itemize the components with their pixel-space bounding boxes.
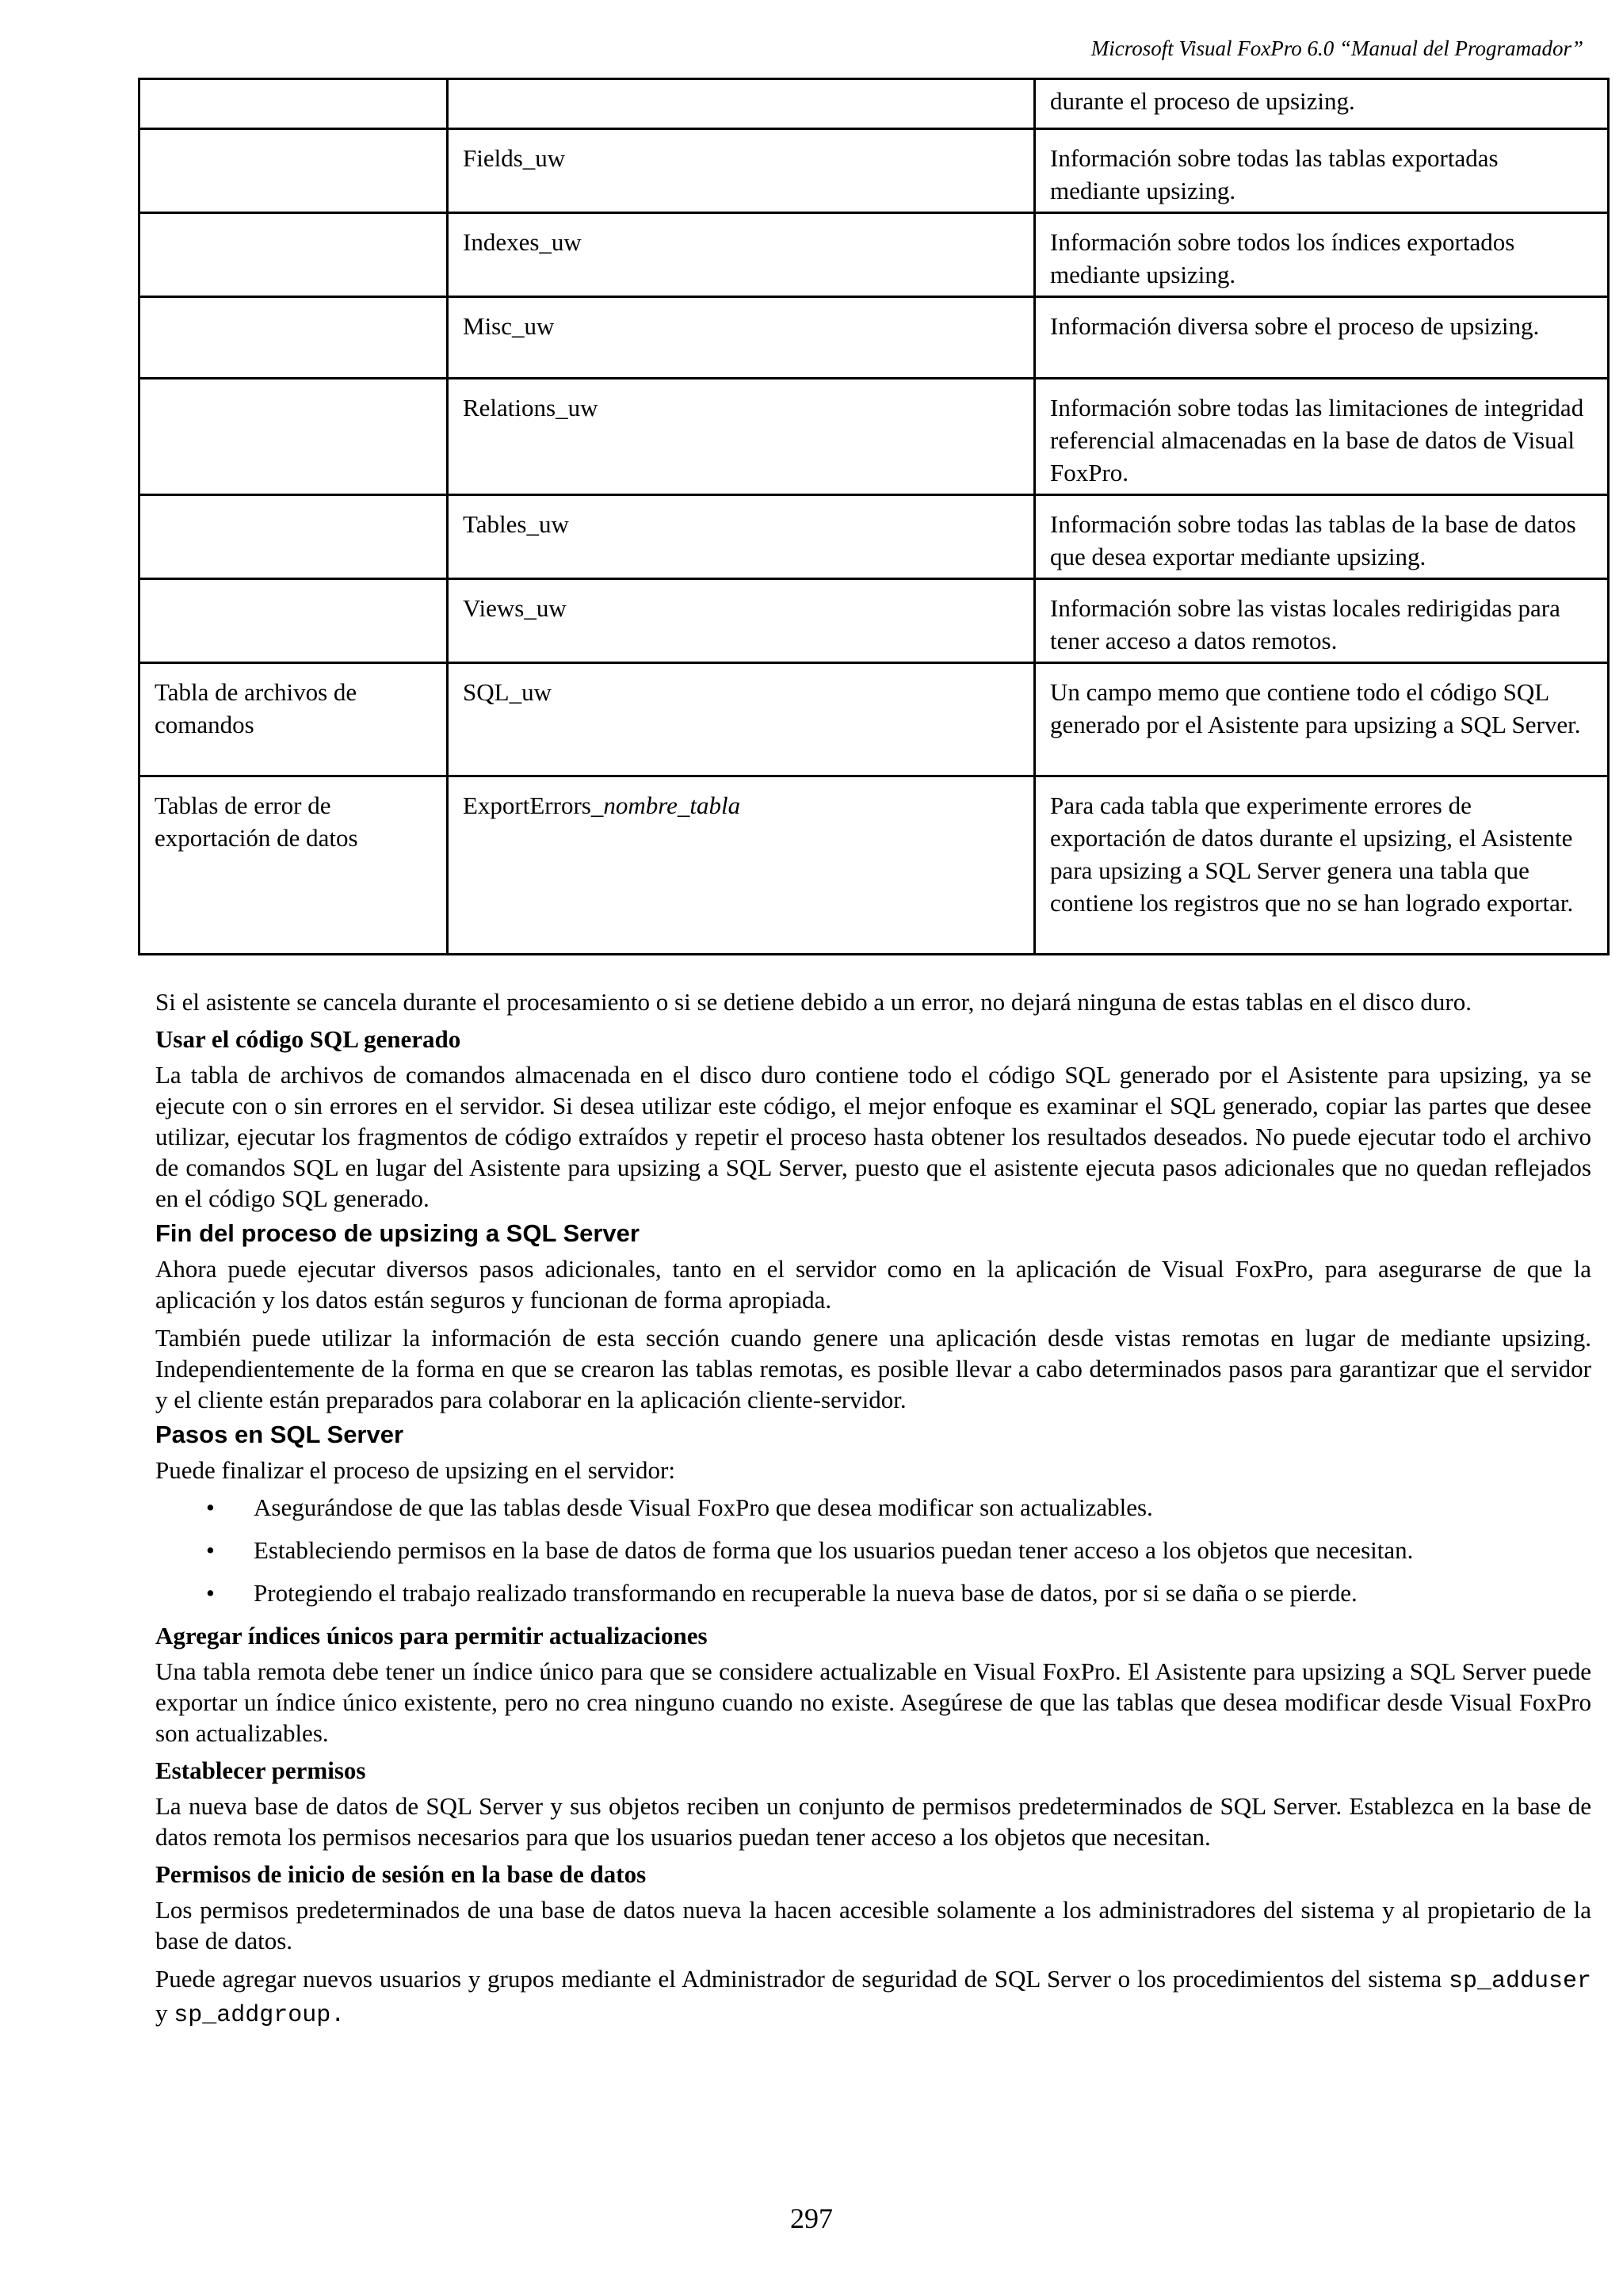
table-cell: Views_uw [448, 579, 1035, 663]
table-cell [448, 776, 1035, 955]
list-item [155, 1535, 1591, 1566]
list-item [155, 1492, 1591, 1523]
table-cell: Información sobre todas las tablas de la base de datos que desea exportar mediante upsizing. [1035, 495, 1609, 579]
table-cell [139, 579, 448, 663]
table-row [139, 663, 1609, 776]
paragraph-indices: Una tabla remota debe tener un índice único para que se considere actualizable en Visual FoxPro. El Asistente para upsizing a SQL Server puede exportar un índice único existente, pero no crea ninguno cuando no existe. Asegúrese de que las tablas que desea modificar desde Visual FoxPro son actualizables. [155, 1657, 1591, 1747]
table-cell [139, 379, 448, 495]
list-item [155, 1577, 1591, 1608]
paragraph-permisos: La nueva base de datos de SQL Server y sus objetos reciben un conjunto de permisos predeterminados de SQL Server. Establezca en la base de datos remota los permisos necesarios para que los usuarios puedan tener acceso a los objetos que necesitan. [155, 1792, 1591, 1851]
bullet-icon: • [206, 1579, 215, 1607]
body-text [155, 986, 1591, 2031]
heading-indices-unicos: Agregar índices únicos para permitir actualizaciones [155, 1622, 708, 1650]
paragraph-cancel: Si el asistente se cancela durante el procesamiento o si se detiene debido a un error, no dejará ninguna de estas tablas en el disco duro. [155, 988, 1472, 1016]
table-cell: Tabla de archivos de comandos [139, 663, 448, 776]
table-cell: Información sobre todas las tablas exportadas mediante upsizing. [1035, 129, 1609, 213]
conjunction-text: y [155, 1999, 174, 2027]
heading-permisos-login: Permisos de inicio de sesión en la base de datos [155, 1860, 647, 1888]
paragraph-pasos: Puede finalizar el proceso de upsizing en el servidor: [155, 1456, 675, 1484]
table-row [139, 79, 1609, 129]
list-item-text: Estableciendo permisos en la base de datos de forma que los usuarios puedan tener acceso a los objetos que necesitan. [254, 1536, 1414, 1564]
paragraph-login-2-text: Puede agregar nuevos usuarios y grupos mediante el Administrador de seguridad de SQL Server o los procedimientos del sistema [155, 1965, 1449, 1993]
table-cell-prefix: ExportErrors_ [463, 791, 604, 819]
paragraph-login-2 [155, 1963, 1591, 2031]
table-row [139, 297, 1609, 379]
table-cell: Un campo memo que contiene todo el código SQL generado por el Asistente para upsizing a SQL Server. [1035, 663, 1609, 776]
list-item-text: Asegurándose de que las tablas desde Visual FoxPro que desea modificar son actualizables. [254, 1493, 1153, 1521]
table-cell [139, 129, 448, 213]
table-row [139, 129, 1609, 213]
bullet-icon: • [206, 1536, 215, 1564]
table-row [139, 379, 1609, 495]
table-cell: Tables_uw [448, 495, 1035, 579]
table-cell [139, 297, 448, 379]
table-cell: Fields_uw [448, 129, 1035, 213]
table-row [139, 579, 1609, 663]
paragraph-fin-2: También puede utilizar la información de esta sección cuando genere una aplicación desde vistas remotas en lugar de mediante upsizing. Independientemente de la forma en que se crearon las tablas remotas, es posible llevar a cabo determinados pasos para garantizar que el servidor y el cliente están preparados para colaborar en la aplicación cliente-servidor. [155, 1324, 1591, 1413]
paragraph-login-1: Los permisos predeterminados de una base de datos nueva la hacen accesible solamente a los administradores del sistema y al propietario de la base de datos. [155, 1896, 1591, 1955]
paragraph-usar-sql: La tabla de archivos de comandos almacenada en el disco duro contiene todo el código SQL generado por el Asistente para upsizing, ya se ejecute con o sin errores en el servidor. Si desea utilizar este código, el mejor enfoque es examinar el SQL generado, copiar las partes que desee utilizar, ejecutar los fragmentos de código extraídos y repetir el proceso hasta obtener los resultados deseados. No puede ejecutar todo el archivo de comandos SQL en lugar del Asistente para upsizing a SQL Server, puesto que el asistente ejecuta pasos adicionales que no quedan reflejados en el código SQL generado. [155, 1061, 1591, 1212]
table-cell: Información sobre todos los índices exportados mediante upsizing. [1035, 213, 1609, 297]
table-cell: SQL_uw [448, 663, 1035, 776]
running-header: Microsoft Visual FoxPro 6.0 “Manual del Programador” [1090, 36, 1583, 60]
heading-pasos-sql-server: Pasos en SQL Server [155, 1421, 404, 1448]
table-row [139, 495, 1609, 579]
table-cell [139, 213, 448, 297]
bullet-icon: • [206, 1493, 215, 1521]
table-cell: Información sobre las vistas locales redirigidas para tener acceso a datos remotos. [1035, 579, 1609, 663]
bullet-list [155, 1492, 1591, 1608]
table-cell [448, 79, 1035, 129]
period-text: . [330, 2002, 346, 2029]
page-number: 297 [790, 2203, 833, 2234]
upsizing-tables-table [138, 78, 1610, 955]
heading-fin-upsizing: Fin del proceso de upsizing a SQL Server [155, 1219, 640, 1247]
code-sp-addgroup: sp_addgroup [174, 2002, 331, 2029]
table-cell: Para cada tabla que experimente errores de exportación de datos durante el upsizing, el Asistente para upsizing a SQL Server genera una tabla que contiene los registros que no se han logrado exportar. [1035, 776, 1609, 955]
table-cell [139, 495, 448, 579]
code-sp-adduser: sp_adduser [1448, 1968, 1591, 1995]
table-row [139, 776, 1609, 955]
table-cell: Misc_uw [448, 297, 1035, 379]
table-row [139, 213, 1609, 297]
table-cell: Tablas de error de exportación de datos [139, 776, 448, 955]
list-item-text: Protegiendo el trabajo realizado transformando en recuperable la nueva base de datos, por si se daña o se pierde. [254, 1579, 1358, 1607]
paragraph-fin-1: Ahora puede ejecutar diversos pasos adicionales, tanto en el servidor como en la aplicación de Visual FoxPro, para asegurarse de que la aplicación y los datos están seguros y funcionan de forma apropiada. [155, 1255, 1591, 1314]
table-cell: Información sobre todas las limitaciones de integridad referencial almacenadas en la base de datos de Visual FoxPro. [1035, 379, 1609, 495]
table-cell: Indexes_uw [448, 213, 1035, 297]
table-cell: Relations_uw [448, 379, 1035, 495]
heading-establecer-permisos: Establecer permisos [155, 1756, 366, 1784]
heading-usar-sql: Usar el código SQL generado [155, 1025, 461, 1053]
table-cell: Información diversa sobre el proceso de upsizing. [1035, 297, 1609, 379]
table-cell-italic: nombre_tabla [603, 791, 741, 819]
table-cell [139, 79, 448, 129]
table-cell: durante el proceso de upsizing. [1035, 79, 1609, 129]
